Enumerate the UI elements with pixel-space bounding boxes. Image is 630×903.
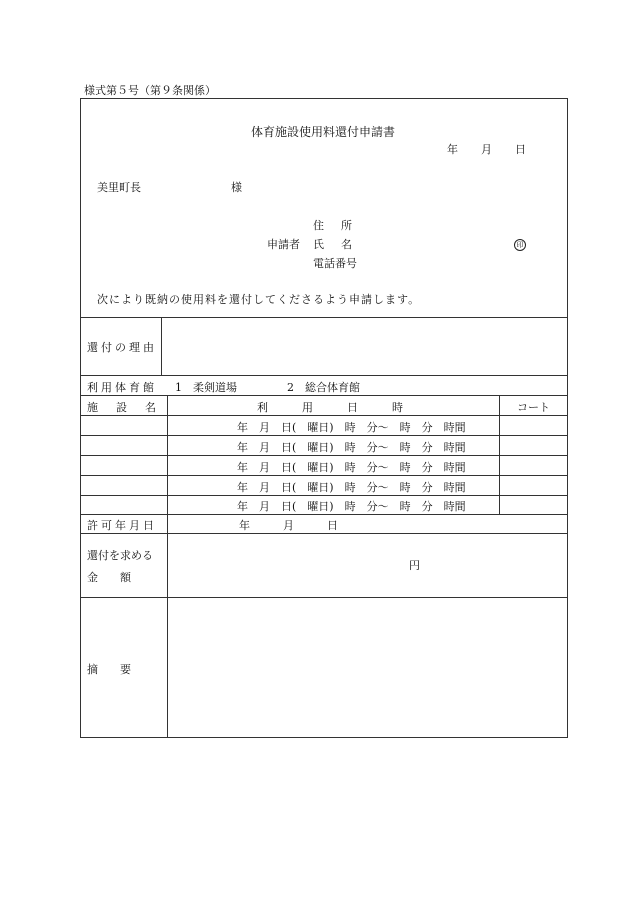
phone-label: 電話番号 [313, 257, 357, 270]
addressee: 美里町長 [97, 181, 141, 194]
name-label: 氏 名 [313, 238, 355, 251]
divider [81, 475, 567, 476]
col-facility: 施設名 [87, 401, 174, 414]
statement: 次により既納の使用料を還付してくださるよう申請します。 [97, 293, 421, 306]
permit-date-value[interactable]: 年 月 日 [239, 519, 338, 532]
refund-amount-label-line2: 金 額 [87, 571, 131, 584]
col-datetime: 利用日時 [257, 401, 437, 414]
seal-mark [514, 237, 526, 251]
refund-amount-label-line1: 還付を求める [87, 549, 153, 562]
divider [81, 395, 567, 396]
date-day: 日 [515, 143, 526, 156]
address-label: 住 所 [313, 219, 355, 232]
divider [167, 395, 168, 737]
facility-option-gym[interactable]: 2 総合体育館 [287, 381, 360, 394]
divider [81, 455, 567, 456]
row-datetime[interactable]: 年 月 日( 曜日) 時 分～ 時 分 時間 [237, 461, 466, 474]
divider [81, 415, 567, 416]
divider [81, 435, 567, 436]
row-datetime[interactable]: 年 月 日( 曜日) 時 分～ 時 分 時間 [237, 481, 466, 494]
col-court: コート [517, 401, 550, 414]
divider [81, 514, 567, 515]
applicant-label: 申請者 [267, 238, 300, 251]
row-datetime[interactable]: 年 月 日( 曜日) 時 分～ 時 分 時間 [237, 441, 466, 454]
refund-amount-unit: 円 [409, 559, 420, 572]
form-title: 体育施設使用料還付申請書 [251, 125, 396, 139]
form-frame [80, 98, 568, 738]
row-datetime[interactable]: 年 月 日( 曜日) 時 分～ 時 分 時間 [237, 500, 466, 513]
facility-option-judo[interactable]: 1 柔剣道場 [175, 381, 237, 394]
divider [81, 597, 567, 598]
divider [81, 375, 567, 376]
divider [499, 395, 500, 514]
honorific: 様 [231, 181, 242, 194]
remarks-label: 摘 要 [87, 663, 131, 676]
reason-label: 還付の理由 [87, 341, 157, 354]
divider [161, 317, 162, 375]
permit-date-label: 許可年月日 [87, 519, 157, 532]
date-month: 月 [481, 143, 492, 156]
divider [81, 317, 567, 318]
date-year: 年 [447, 143, 458, 156]
seal-icon: 印 [514, 239, 526, 251]
row-datetime[interactable]: 年 月 日( 曜日) 時 分～ 時 分 時間 [237, 421, 466, 434]
facility-label: 利用体育館 [87, 381, 157, 394]
divider [81, 533, 567, 534]
form-number: 様式第５号（第９条関係） [84, 84, 216, 97]
divider [81, 495, 567, 496]
